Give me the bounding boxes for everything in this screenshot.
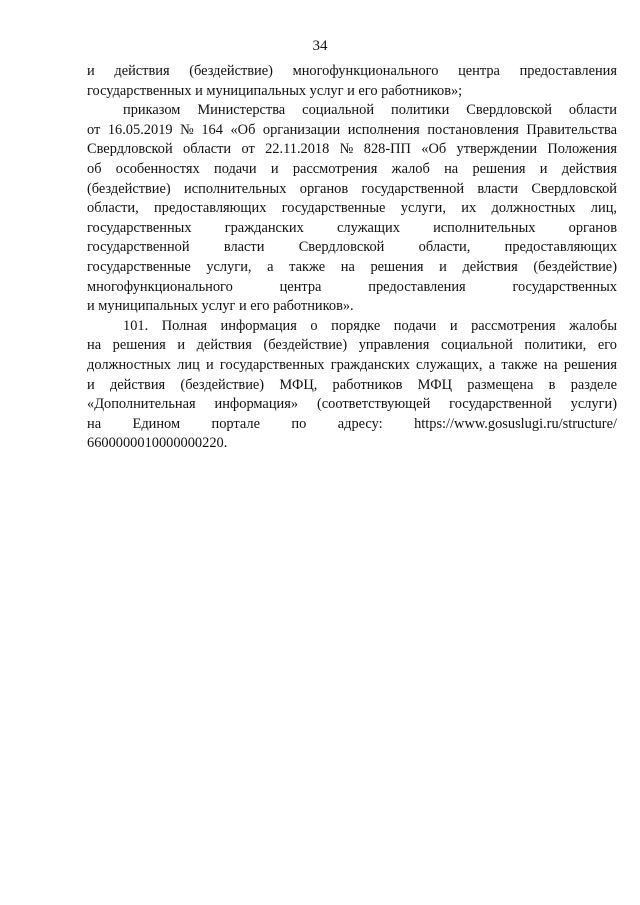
text-line: многофункционального центра предоставления государственных	[87, 278, 617, 295]
text-line: должностных лиц и государственных гражданских служащих, а также на решения	[87, 356, 617, 373]
text-line: государственной власти Свердловской области, предоставляющих	[87, 239, 617, 256]
text-line: и действия (бездействие) многофункционального центра предоставления	[87, 63, 617, 79]
paragraph-continuation	[87, 62, 617, 101]
text-line: от 16.05.2019 № 164 «Об организации исполнения постановления Правительства	[87, 121, 617, 138]
page-number: 34	[312, 38, 328, 54]
text-line: и муниципальных услуг и его работников».	[87, 298, 354, 315]
text-line: приказом Министерства социальной политики Свердловской области	[123, 102, 617, 119]
text-line: на решения и действия (бездействие) управления социальной политики, его	[87, 337, 617, 354]
text-line: государственных и муниципальных услуг и его работников»;	[87, 82, 463, 99]
paragraph-order-reference	[87, 101, 617, 317]
text-line: Свердловской области от 22.11.2018 № 828-ПП «Об утверждении Положения	[87, 141, 617, 158]
text-line: «Дополнительная информация» (соответствующей государственной услуги)	[87, 396, 617, 413]
text-line: области, предоставляющих государственные услуги, их должностных лиц,	[87, 200, 617, 217]
text-line: (бездействие) исполнительных органов государственной власти Свердловской	[87, 180, 617, 197]
document-body	[87, 62, 617, 454]
text-line: на Едином портале по адресу: https://www.gosuslugi.ru/structure/	[87, 415, 617, 432]
text-line: об особенностях подачи и рассмотрения жалоб на решения и действия	[87, 160, 617, 177]
text-line: 6600000010000000220.	[87, 435, 228, 452]
text-line: государственные услуги, а также на решения и действия (бездействие)	[87, 258, 617, 275]
text-line: и действия (бездействие) МФЦ, работников МФЦ размещена в разделе	[87, 376, 617, 393]
text-line: 101. Полная информация о порядке подачи и рассмотрения жалобы	[123, 317, 617, 334]
text-line: государственных гражданских служащих исполнительных органов	[87, 219, 617, 236]
paragraph-101	[87, 317, 617, 454]
